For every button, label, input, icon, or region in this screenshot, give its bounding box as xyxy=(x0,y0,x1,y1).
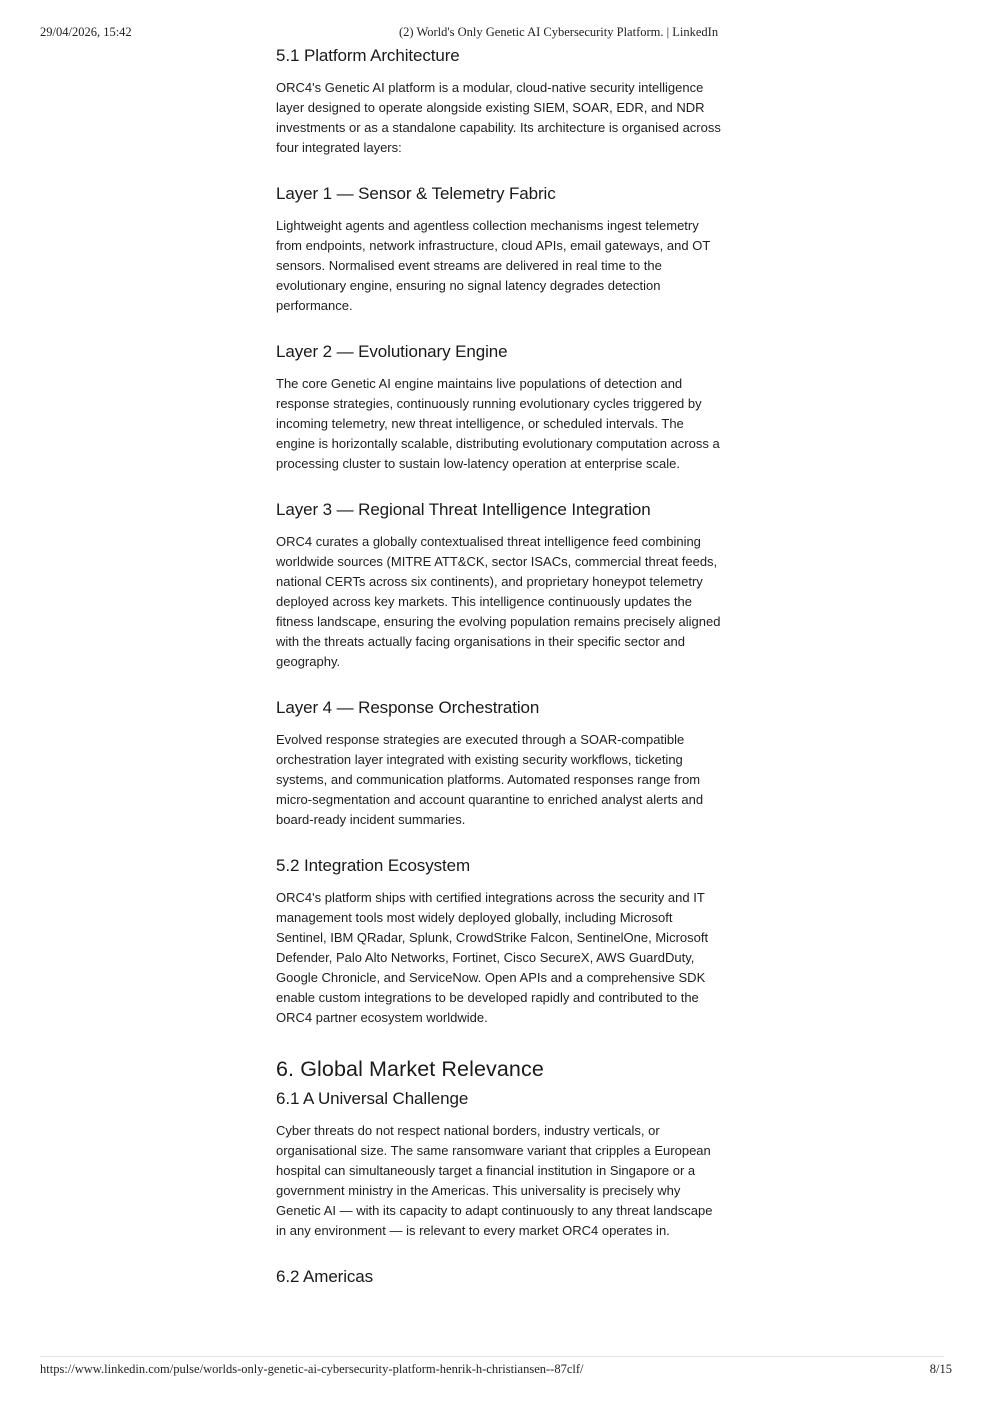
layer-2-heading: Layer 2 — Evolutionary Engine xyxy=(276,342,508,361)
print-footer-url: https://www.linkedin.com/pulse/worlds-only-genetic-ai-cybersecurity-platform-henrik-h-christiansen--87clf/ xyxy=(40,1362,584,1376)
layer-3-paragraph: ORC4 curates a globally contextualised threat intelligence feed combining worldwide sources (MITRE ATT&CK, sector ISACs, commercial threat feeds, national CERTs across six continents), and proprietary honeypot telemetry deployed across key markets. This intelligence continuously updates the fitness landscape, ensuring the evolving population remains precisely aligned with the threats actually facing organisations in their specific sector and geography. xyxy=(276,534,721,669)
layer-4-paragraph: Evolved response strategies are executed through a SOAR-compatible orchestration layer integrated with existing security workflows, ticketing systems, and communication platforms. Automated responses range from micro-segmentation and account quarantine to enriched analyst alerts and board-ready incident summaries. xyxy=(276,732,704,827)
article-body xyxy=(276,44,722,1354)
footer-divider xyxy=(40,1356,944,1357)
section-6-2-heading: 6.2 Americas xyxy=(276,1267,374,1286)
layer-4-heading: Layer 4 — Response Orchestration xyxy=(276,698,540,717)
section-5-2-heading: 5.2 Integration Ecosystem xyxy=(276,856,471,875)
section-6-heading: 6. Global Market Relevance xyxy=(276,1057,544,1081)
print-footer-page-number: 8/15 xyxy=(929,1362,952,1376)
section-5-2-paragraph: ORC4's platform ships with certified integrations across the security and IT management tools most widely deployed globally, including Microsoft Sentinel, IBM QRadar, Splunk, CrowdStrike Falcon, SentinelOne, Microsoft Defender, Palo Alto Networks, Fortinet, Cisco SecureX, AWS GuardDuty, Google Chronicle, and ServiceNow. Open APIs and a comprehensive SDK enable custom integrations to be developed rapidly and contributed to the ORC4 partner ecosystem worldwide. xyxy=(276,890,709,1025)
section-5-1-paragraph: ORC4's Genetic AI platform is a modular, cloud-native security intelligence layer designed to operate alongside existing SIEM, SOAR, EDR, and NDR investments or as a standalone capability. Its architecture is organised across four integrated layers: xyxy=(276,80,721,155)
layer-2-paragraph: The core Genetic AI engine maintains live populations of detection and response strategies, continuously running evolutionary cycles triggered by incoming telemetry, new threat intelligence, or scheduled intervals. The engine is horizontally scalable, distributing evolutionary computation across a processing cluster to sustain low-latency operation at enterprise scale. xyxy=(276,376,720,471)
print-header-page-title: (2) World's Only Genetic AI Cybersecurity Platform. | LinkedIn xyxy=(399,25,719,39)
section-6-1-paragraph: Cyber threats do not respect national borders, industry verticals, or organisational size. The same ransomware variant that cripples a European hospital can simultaneously target a financial institution in Singapore or a government ministry in the Americas. This universality is precisely why Genetic AI — with its capacity to adapt continuously to any threat landscape in any environment — is relevant to every market ORC4 operates in. xyxy=(276,1123,713,1238)
section-6-1-heading: 6.1 A Universal Challenge xyxy=(276,1089,469,1108)
layer-1-heading: Layer 1 — Sensor & Telemetry Fabric xyxy=(276,184,556,203)
section-5-1-heading: 5.1 Platform Architecture xyxy=(276,46,460,65)
layer-3-heading: Layer 3 — Regional Threat Intelligence Integration xyxy=(276,500,651,519)
layer-1-paragraph: Lightweight agents and agentless collection mechanisms ingest telemetry from endpoints, network infrastructure, cloud APIs, email gateways, and OT sensors. Normalised event streams are delivered in real time to the evolutionary engine, ensuring no signal latency degrades detection performance. xyxy=(276,218,711,313)
print-header-datetime: 29/04/2026, 15:42 xyxy=(40,25,132,39)
